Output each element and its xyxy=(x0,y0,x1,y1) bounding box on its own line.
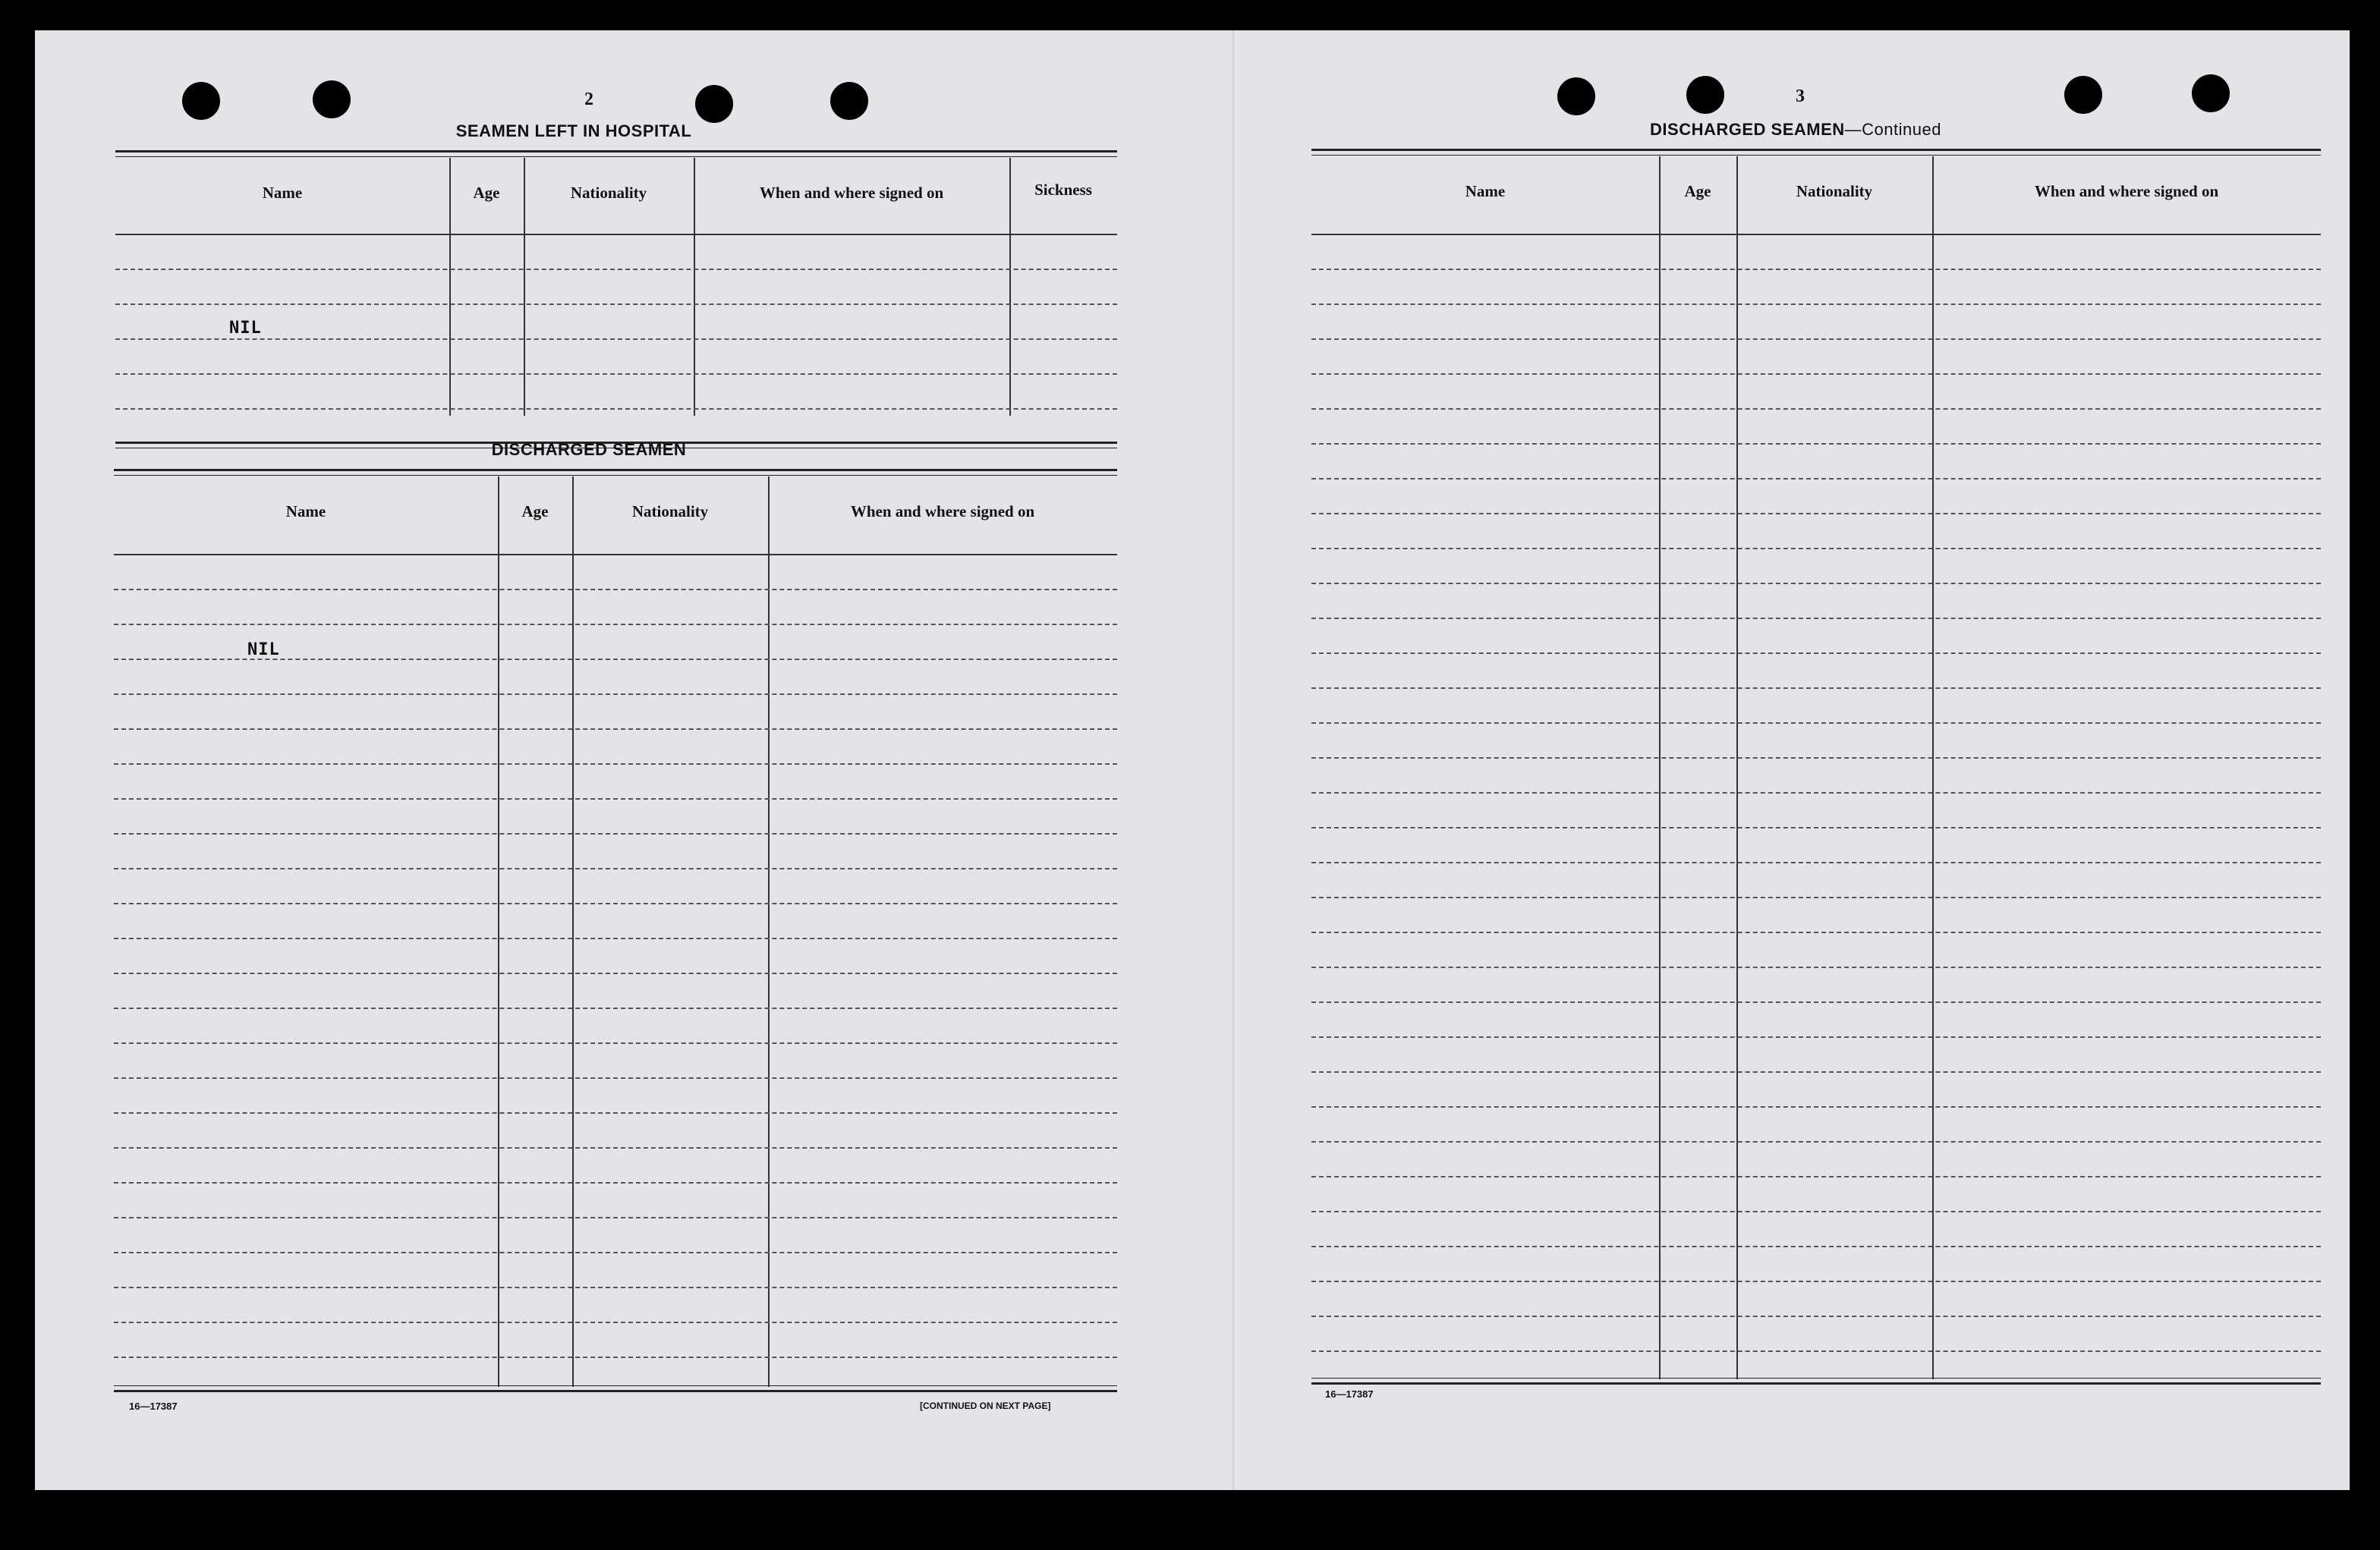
discharged-table xyxy=(114,469,1117,1393)
table-row xyxy=(114,903,1117,904)
hospital-section-title: SEAMEN LEFT IN HOSPITAL xyxy=(455,121,692,140)
nil-entry: NIL xyxy=(247,640,280,659)
title-main: DISCHARGED SEAMEN xyxy=(1650,120,1845,139)
table-row xyxy=(114,728,1117,730)
table-row xyxy=(114,1217,1117,1218)
table-row xyxy=(1311,827,2321,828)
table-row xyxy=(114,589,1117,590)
table-row xyxy=(1311,1036,2321,1038)
continued-note: [CONTINUED ON NEXT PAGE] xyxy=(920,1401,1051,1411)
column-header-age: Age xyxy=(521,502,549,520)
table-row xyxy=(1311,583,2321,584)
table-row xyxy=(1311,1281,2321,1282)
table-row xyxy=(1311,548,2321,549)
form-code: 16—17387 xyxy=(129,1401,178,1412)
table-row xyxy=(115,303,1117,305)
left-page xyxy=(35,30,1232,1490)
nil-entry: NIL xyxy=(229,319,262,338)
table-row xyxy=(114,938,1117,939)
table-row xyxy=(1311,687,2321,689)
table-row xyxy=(1311,373,2321,375)
column-header-signed-on: When and where signed on xyxy=(759,184,944,202)
column-header-signed-on: When and where signed on xyxy=(2034,182,2219,200)
table-row xyxy=(114,693,1117,695)
table-row xyxy=(1311,792,2321,794)
column-header-signed-on: When and where signed on xyxy=(850,502,1035,520)
table-row xyxy=(115,338,1117,340)
table-row xyxy=(114,833,1117,835)
hospital-table xyxy=(115,150,1117,448)
form-code: 16—17387 xyxy=(1325,1388,1374,1400)
table-row xyxy=(1311,618,2321,619)
table-row xyxy=(1311,652,2321,654)
table-row xyxy=(1311,1211,2321,1212)
table-row xyxy=(1311,932,2321,933)
table-row xyxy=(1311,303,2321,305)
table-row xyxy=(115,269,1117,270)
table-row xyxy=(114,868,1117,869)
table-row xyxy=(114,763,1117,765)
table-row xyxy=(1311,338,2321,340)
discharged-section-title: DISCHARGED SEAMEN xyxy=(491,440,687,459)
table-row xyxy=(1311,1106,2321,1108)
table-row xyxy=(114,1042,1117,1044)
column-header-nationality: Nationality xyxy=(1796,182,1873,200)
table-row xyxy=(1311,408,2321,410)
column-header-sickness: Sickness xyxy=(1034,181,1092,199)
document-spread xyxy=(35,30,2350,1490)
table-row xyxy=(1311,478,2321,479)
column-header-nationality: Nationality xyxy=(570,184,647,202)
table-row xyxy=(1311,443,2321,445)
table-row xyxy=(1311,513,2321,514)
table-row xyxy=(115,373,1117,375)
table-row xyxy=(1311,862,2321,863)
table-row xyxy=(114,624,1117,625)
table-row xyxy=(1311,757,2321,759)
table-row xyxy=(1311,1350,2321,1352)
table-row xyxy=(114,1287,1117,1288)
discharged-continued-table xyxy=(1311,149,2321,1384)
table-row xyxy=(1311,1001,2321,1003)
table-row xyxy=(1311,1316,2321,1317)
table-row xyxy=(114,1112,1117,1114)
table-row xyxy=(115,408,1117,410)
right-page xyxy=(1234,30,2350,1490)
column-header-name: Name xyxy=(1465,182,1506,200)
table-row xyxy=(114,1182,1117,1184)
table-row xyxy=(1311,1246,2321,1247)
table-row xyxy=(114,1322,1117,1323)
table-row xyxy=(1311,1071,2321,1073)
table-row xyxy=(114,798,1117,800)
table-row xyxy=(114,1252,1117,1253)
table-row xyxy=(114,1077,1117,1079)
column-header-nationality: Nationality xyxy=(631,502,709,520)
discharged-continued-title xyxy=(1553,120,2038,140)
column-header-name: Name xyxy=(285,502,326,520)
table-row xyxy=(1311,897,2321,898)
table-row xyxy=(1311,967,2321,968)
table-row xyxy=(1311,1141,2321,1143)
table-row xyxy=(1311,722,2321,724)
page-number: 3 xyxy=(1796,86,1805,106)
table-row xyxy=(114,1357,1117,1358)
column-header-age: Age xyxy=(1684,182,1711,200)
table-row xyxy=(114,973,1117,974)
table-row xyxy=(114,1147,1117,1149)
title-suffix: —Continued xyxy=(1844,120,1941,139)
table-row xyxy=(1311,269,2321,270)
page-number: 2 xyxy=(584,90,593,109)
column-header-name: Name xyxy=(262,184,303,202)
table-row xyxy=(114,1008,1117,1009)
column-header-age: Age xyxy=(473,184,500,202)
table-row xyxy=(1311,1176,2321,1177)
